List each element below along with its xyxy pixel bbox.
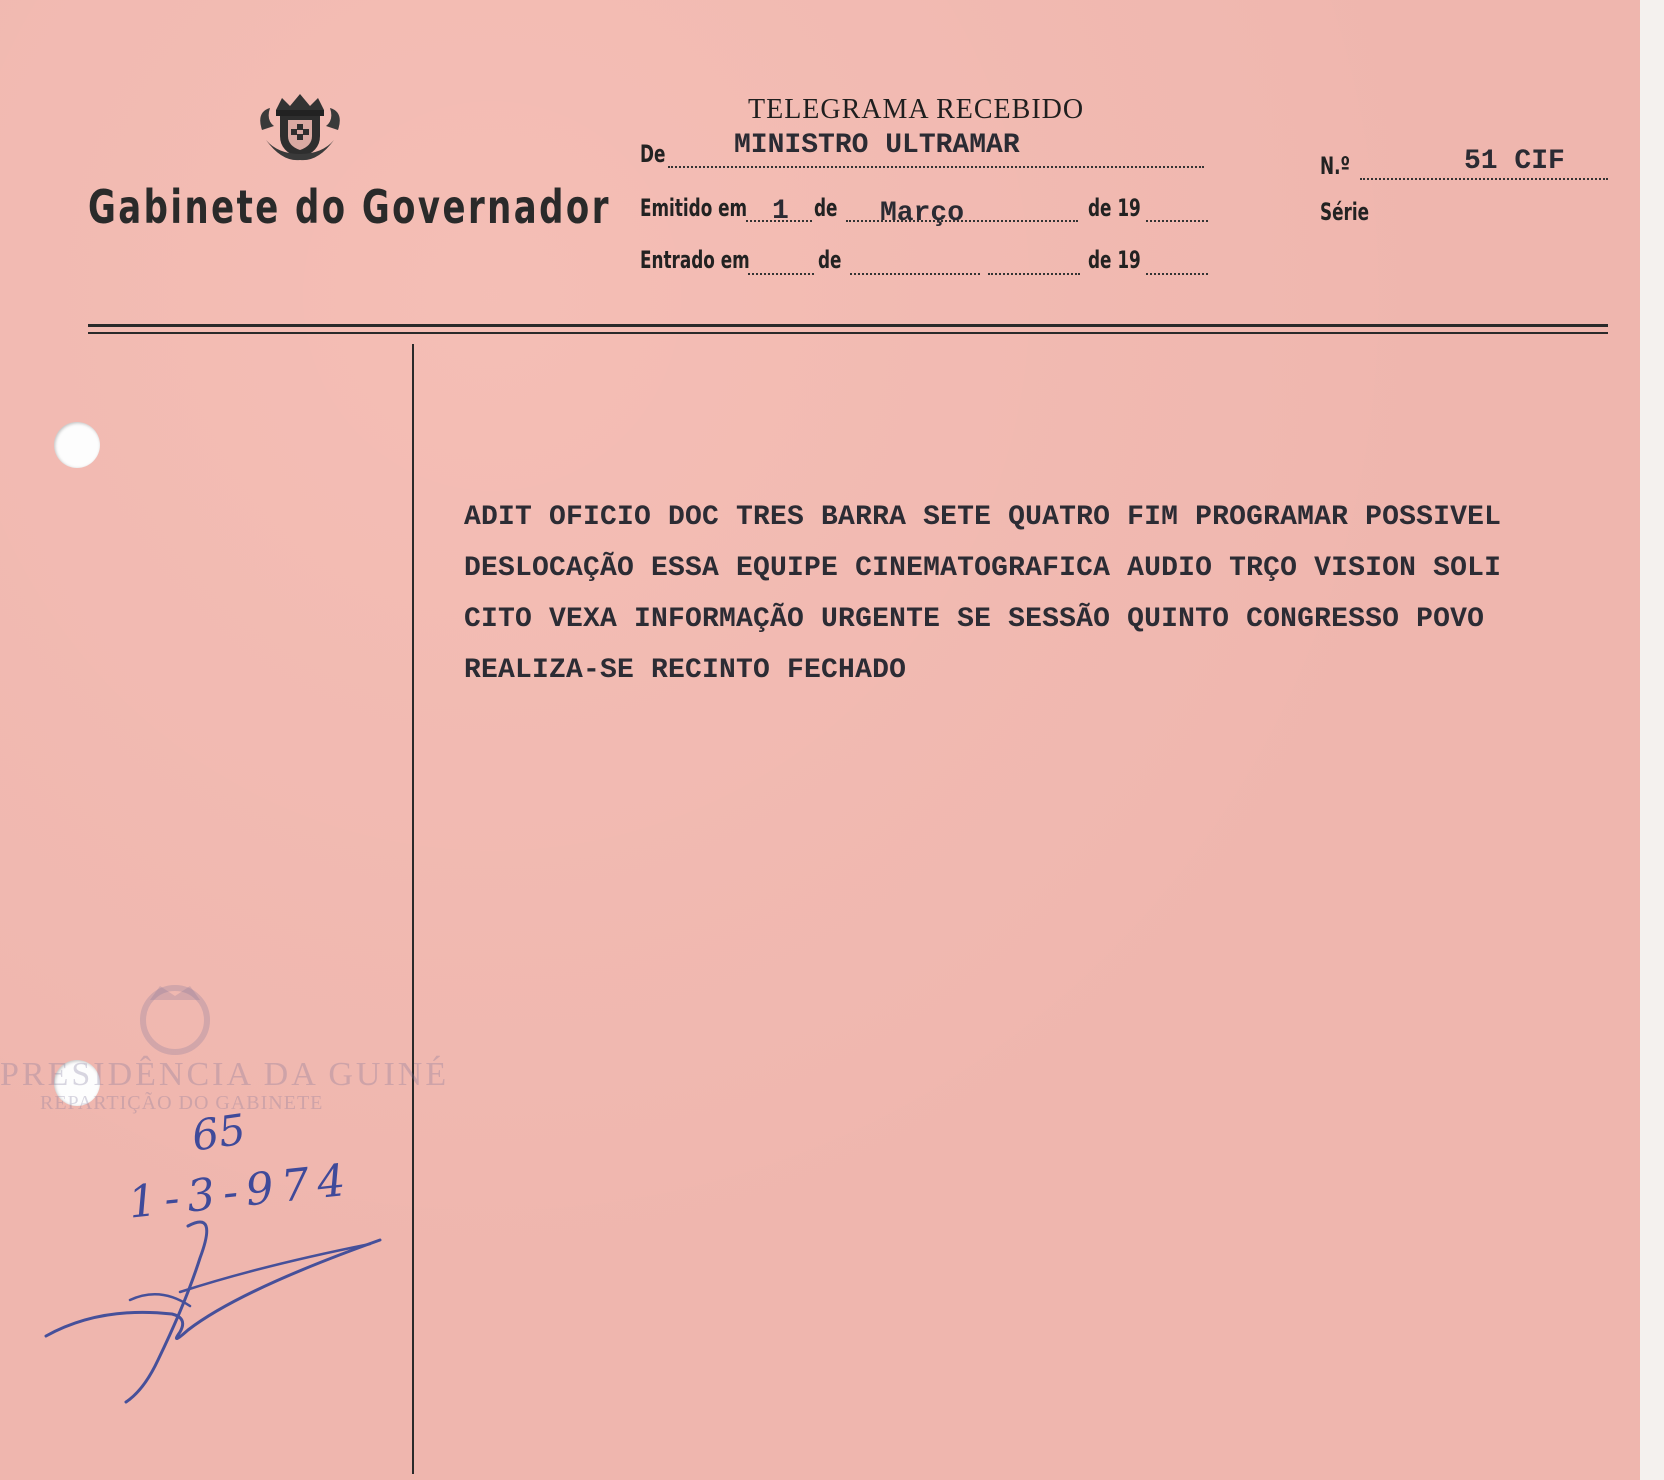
entered-year-label: de 19 — [1088, 246, 1141, 274]
from-value: MINISTRO ULTRAMAR — [734, 130, 1020, 161]
handwritten-number: 65 — [188, 1104, 249, 1161]
stamp-line-1: PRESIDÊNCIA DA GUINÉ — [0, 1056, 450, 1093]
office-title: Gabinete do Governador — [88, 180, 611, 234]
number-value: 51 CIF — [1464, 146, 1565, 177]
from-dotted-line — [668, 166, 1204, 168]
entered-month-line-a — [850, 273, 980, 275]
header-rule — [88, 324, 1608, 327]
entered-year-line — [1146, 273, 1208, 275]
entered-label: Entrado em — [640, 246, 750, 274]
number-label: N.º — [1320, 152, 1350, 180]
number-dotted-line — [1360, 178, 1608, 180]
entered-day-line — [748, 273, 814, 275]
document-title: TELEGRAMA RECEBIDO — [748, 94, 1085, 125]
message-line-1: ADIT OFICIO DOC TRES BARRA SETE QUATRO FIM PROGRAMAR POSSIVEL — [464, 502, 1502, 533]
issued-day: 1 — [772, 196, 789, 227]
issued-of-label: de — [814, 194, 838, 222]
issued-month: Março — [880, 198, 965, 229]
message-line-3: CITO VEXA INFORMAÇÃO URGENTE SE SESSÃO QUINTO CONGRESSO POVO — [464, 604, 1485, 635]
punch-hole-top — [54, 422, 100, 468]
message-line-4: REALIZA-SE RECINTO FECHADO — [464, 655, 907, 686]
handwritten-date: 1-3-974 — [125, 1154, 356, 1229]
header-rule-secondary — [88, 332, 1608, 334]
entered-of-label: de — [818, 246, 842, 274]
stamp-emblem-icon — [120, 980, 230, 1060]
issued-label: Emitido em — [640, 194, 748, 222]
series-label: Série — [1320, 198, 1370, 226]
margin-divider — [412, 344, 414, 1474]
coat-of-arms-emblem — [252, 90, 348, 166]
entered-month-line-b — [988, 273, 1080, 275]
handwritten-signature — [40, 1210, 390, 1410]
message-line-2: DESLOCAÇÃO ESSA EQUIPE CINEMATOGRAFICA AUDIO TRÇO VISION SOLI — [464, 553, 1502, 584]
issued-year-line — [1146, 220, 1208, 222]
from-label: De — [640, 140, 666, 168]
stamp-line-2: REPARTIÇÃO DO GABINETE — [40, 1092, 324, 1114]
issued-year-label: de 19 — [1088, 194, 1141, 222]
scan-background-edge — [1640, 0, 1664, 1480]
